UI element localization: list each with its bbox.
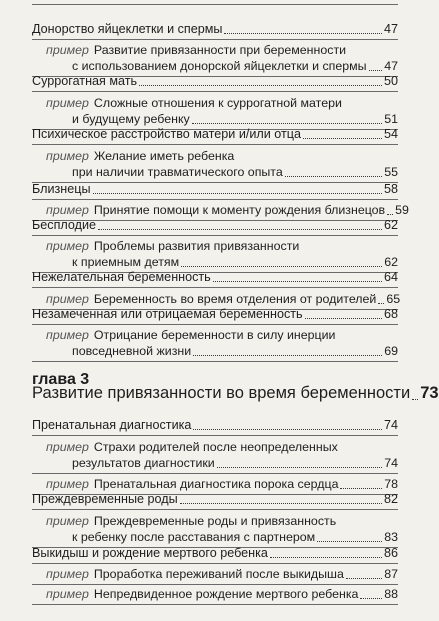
toc-example-text: Пренатальная диагностика порока сердца [93,477,339,491]
dot-leader [387,213,393,215]
dot-leader [217,466,382,468]
toc-example-line [46,587,398,602]
toc-example-line [46,149,346,164]
toc-entry-line [32,418,398,433]
entry-divider [32,144,398,145]
toc-example-page: 87 [384,567,398,581]
toc-example-page: 65 [386,292,401,306]
toc-example-line [46,440,346,455]
toc-entry-page: 64 [383,270,398,284]
entry-divider [32,435,398,436]
entry-divider [32,287,398,288]
example-label: пример [46,567,89,581]
dot-leader [224,32,382,34]
toc-entry-page: 54 [383,127,398,141]
toc-example-line [72,112,398,127]
toc-example-line [46,328,346,343]
toc-entry-line [32,307,398,322]
dot-leader [192,122,382,124]
toc-example-text: Беременность во время отделения от родителей [93,292,377,306]
toc-example-line [46,567,398,582]
toc-example-text: Преждевременные роды и привязанность [93,514,337,528]
dot-leader [303,137,382,139]
example-label: пример [46,43,89,57]
dot-leader [181,265,382,267]
dot-leader [346,577,382,579]
toc-entry-line [32,546,398,561]
example-divider [32,584,398,585]
toc-entry-title: Суррогатная мать [32,74,138,88]
entry-divider [32,563,398,564]
toc-example-page: 47 [384,59,398,73]
toc-example-text: Развитие привязанности при беременности [93,43,347,57]
toc-example-line [46,203,409,218]
toc-example-page: 51 [384,112,398,126]
toc-example-line [46,292,401,307]
dot-leader [412,398,418,400]
example-label: пример [46,477,89,491]
toc-example-line [46,239,346,254]
toc-example-page: 78 [384,477,398,491]
dot-leader [360,597,382,599]
toc-example-page: 83 [384,530,398,544]
dot-leader [213,280,382,282]
dot-leader [180,502,382,504]
toc-example-text: Принятие помощи к моменту рождения близнецов [93,203,386,217]
chapter-page: 73 [420,384,439,402]
toc-example-text: Желание иметь ребенка [93,149,235,163]
toc-example-text: при наличии травматического опыта [72,165,283,179]
toc-entry-title: Психическое расстройство матери и/или отца [32,127,301,141]
toc-entry-line [32,492,398,507]
toc-entry-line [32,74,398,89]
top-divider [32,4,398,5]
toc-example-text: Сложные отношения к суррогатной матери [93,96,342,110]
toc-entry-page: 47 [383,22,398,36]
dot-leader [305,317,382,319]
toc-example-text: и будущему ребенку [72,112,190,126]
entry-divider [32,509,398,510]
example-divider [32,604,398,605]
entry-divider [32,235,398,236]
example-label: пример [46,239,89,253]
example-label: пример [46,96,89,110]
toc-example-text: Проработка переживаний после выкидыша [93,567,344,581]
toc-entry-title: Нежелательная беременность [32,270,211,284]
toc-example-line [72,165,398,180]
toc-example-text: к приемным детям [72,255,180,269]
toc-entry-page: 68 [383,307,398,321]
toc-example-text: результатов диагностики [72,456,215,470]
toc-entry-title: Донорство яйцеклетки и спермы [32,22,223,36]
toc-example-page: 74 [384,456,398,470]
toc-example-text: Страхи родителей после неопределенных [93,440,338,454]
example-label: пример [46,440,89,454]
dot-leader [193,428,382,430]
toc-entry-line [32,270,398,285]
toc-example-line [46,43,346,58]
toc-entry-title: Близнецы [32,182,91,196]
toc-entry-line [32,22,398,37]
dot-leader [139,84,382,86]
dot-leader [317,540,382,542]
example-label: пример [46,203,89,217]
example-label: пример [46,514,89,528]
example-label: пример [46,328,89,342]
toc-example-line [72,255,398,270]
toc-entry-title: Выкидыш и рождение мертвого ребенка [32,546,268,560]
chapter-title: Развитие привязанности во время беременности [32,384,411,402]
toc-example-page: 88 [384,587,398,601]
toc-example-page: 69 [384,344,398,358]
dot-leader [378,302,384,304]
dot-leader [93,192,382,194]
toc-entry-page: 62 [383,218,398,232]
example-divider [32,473,398,474]
dot-leader [98,228,382,230]
toc-example-line [72,530,398,545]
dot-leader [369,69,383,71]
toc-example-text: повседневной жизни [72,344,192,358]
toc-entry-page: 82 [383,492,398,506]
toc-entry-page: 58 [383,182,398,196]
entry-divider [32,91,398,92]
entry-divider [32,199,398,200]
toc-example-text: Отрицание беременности в силу инерции [93,328,336,342]
toc-entry-line [32,127,398,142]
toc-entry-page: 50 [383,74,398,88]
toc-example-line [72,456,398,471]
toc-example-line [72,344,398,359]
toc-example-line [46,477,398,492]
toc-entry-page: 74 [383,418,398,432]
toc-example-line [72,59,398,74]
toc-example-line [46,514,346,529]
dot-leader [340,487,382,489]
toc-entry-title: Преждевременные роды [32,492,178,506]
example-label: пример [46,587,89,601]
toc-example-page: 59 [395,203,409,217]
toc-entry-title: Незамеченная или отрицаемая беременность [32,307,303,321]
toc-example-text: Непредвиденное рождение мертвого ребенка [93,587,359,601]
toc-entry-title: Пренатальная диагностика [32,418,192,432]
dot-leader [285,175,382,177]
entry-divider [32,324,398,325]
dot-leader [270,556,382,558]
example-label: пример [46,149,89,163]
toc-example-page: 62 [384,255,398,269]
toc-example-text: с использованием донорской яйцеклетки и спермы [72,59,367,73]
example-divider [32,361,398,362]
toc-example-text: к ребенку после расставания с партнером [72,530,316,544]
toc-entry-line [32,218,398,233]
toc-entry-line [32,182,398,197]
toc-entry-page: 86 [383,546,398,560]
example-label: пример [46,292,89,306]
entry-divider [32,39,398,40]
dot-leader [193,354,382,356]
toc-example-page: 55 [384,165,398,179]
toc-example-line [46,96,346,111]
toc-entry-title: Бесплодие [32,218,96,232]
chapter-label: глава 3 [32,371,90,388]
toc-example-text: Проблемы развития привязанности [93,239,300,253]
